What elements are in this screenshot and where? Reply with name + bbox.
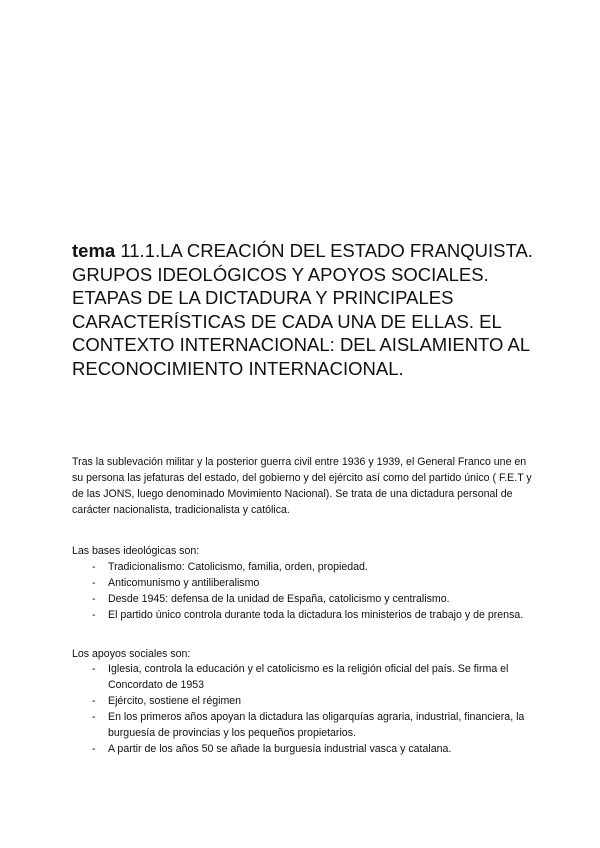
list-item bbox=[72, 693, 532, 709]
dash-bullet: - bbox=[92, 593, 96, 605]
list-item-text: El partido único controla durante toda la dictadura los ministerios de trabajo y de prensa. bbox=[108, 609, 524, 621]
dash-bullet: - bbox=[92, 711, 96, 723]
list-item-text: Ejército, sostiene el régimen bbox=[108, 695, 242, 707]
dash-bullet: - bbox=[92, 577, 96, 589]
dash-bullet: - bbox=[92, 695, 96, 707]
list-item-text: En los primeros años apoyan la dictadura las oligarquías agraria, industrial, financiera, la burguesía de provincias y los pequeños propietarios. bbox=[108, 711, 525, 739]
list-item bbox=[72, 591, 532, 607]
bases-label: Las bases ideológicas son: bbox=[72, 545, 200, 557]
dash-bullet: - bbox=[92, 743, 96, 755]
list-item-text: A partir de los años 50 se añade la burguesía industrial vasca y catalana. bbox=[108, 743, 452, 755]
dash-bullet: - bbox=[92, 609, 96, 621]
list-item-text: Tradicionalismo: Catolicismo, familia, orden, propiedad. bbox=[108, 561, 368, 573]
apoyos-list bbox=[72, 661, 532, 757]
list-item-text: Desde 1945: defensa de la unidad de España, catolicismo y centralismo. bbox=[108, 593, 450, 605]
list-item-text: Anticomunismo y antiliberalismo bbox=[108, 577, 260, 589]
title-text: 11.1.LA CREACIÓN DEL ESTADO FRANQUISTA. GRUPOS IDEOLÓGICOS Y APOYOS SOCIALES. ETAPAS DE LA DICTADURA Y PRINCIPALES CARACTERÍSTICAS DE CADA UNA DE ELLAS. EL CONTEXTO INTERNACIONAL: DEL AISLAMIENTO AL RECONOCIMIENTO INTERNACIONAL. bbox=[72, 240, 533, 379]
list-item bbox=[72, 741, 532, 757]
bases-list bbox=[72, 559, 532, 623]
document-title bbox=[72, 239, 542, 381]
dash-bullet: - bbox=[92, 663, 96, 675]
dash-bullet: - bbox=[92, 561, 96, 573]
list-item bbox=[72, 607, 532, 623]
intro-paragraph: Tras la sublevación militar y la posterior guerra civil entre 1936 y 1939, el General Franco une en su persona las jefaturas del estado, del gobierno y del ejército así como del partido único ( F.E.T y de las JONS, luego denominado Movimiento Nacional). Se trata de una dictadura personal de carácter nacionalista, tradicionalista y católica. bbox=[72, 456, 532, 516]
list-item bbox=[72, 575, 532, 591]
list-item bbox=[72, 661, 532, 693]
apoyos-label: Los apoyos sociales son: bbox=[72, 648, 191, 660]
list-item-text: Iglesia, controla la educación y el catolicismo es la religión oficial del país. Se firma el Concordato de 1953 bbox=[108, 663, 509, 691]
list-item bbox=[72, 709, 532, 741]
title-lead: tema bbox=[72, 240, 116, 261]
list-item bbox=[72, 559, 532, 575]
